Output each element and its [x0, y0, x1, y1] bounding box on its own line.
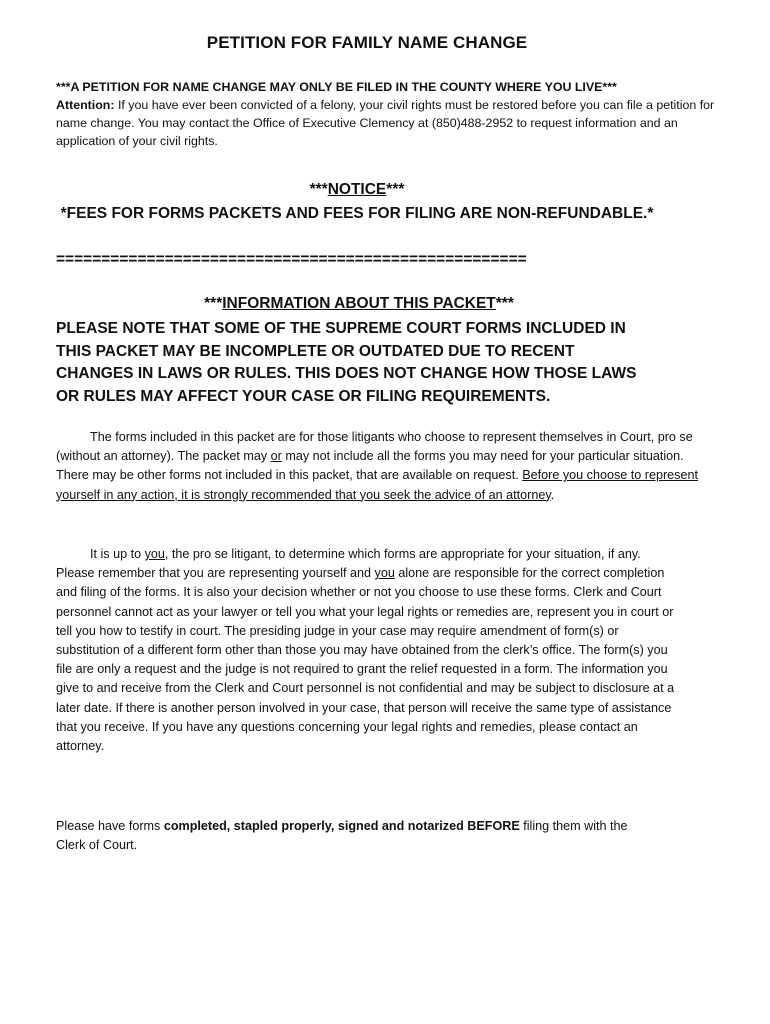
closing-instruction — [56, 817, 656, 855]
closing-text-2: filing them with the Clerk of Court. — [56, 819, 628, 853]
p1-or-word: or — [270, 449, 282, 464]
information-suffix: *** — [495, 295, 514, 312]
notice-word: NOTICE — [327, 181, 387, 198]
attention-paragraph — [56, 96, 716, 150]
p2-text-2: , the pro se litigant, to determine which forms are appropriate for your situation, if any. Please remember that you are representing yourself and — [56, 547, 641, 581]
p1-attorney-advice: Before you choose to represent yourself in any action, it is strongly recommended that you seek the advice of an attorney — [56, 468, 698, 502]
p1-text-end: . — [550, 487, 555, 502]
p2-you-1: you — [144, 547, 165, 561]
section-divider: ==================================================== — [56, 251, 527, 268]
attention-label: Attention: — [56, 98, 115, 112]
paragraph-responsibility — [56, 545, 681, 756]
information-body: PLEASE NOTE THAT SOME OF THE SUPREME COURT FORMS INCLUDED IN THIS PACKET MAY BE INCOMPLETE OR OUTDATED DUE TO RECENT CHANGES IN LAWS OR RULES. THIS DOES NOT CHANGE HOW THOSE LAWS OR RULES MAY AFFECT YOUR CASE OR FILING REQUIREMENTS. — [56, 320, 637, 405]
closing-bold: completed, stapled properly, signed and notarized BEFORE — [163, 819, 520, 833]
closing-text-1: Please have forms — [56, 819, 164, 833]
p1-text-1: The forms included in this packet are for those litigants who choose to represent themselves in Court, pro se (without an attorney). The packet may — [56, 430, 693, 464]
notice-prefix: *** — [309, 181, 328, 198]
information-prefix: *** — [204, 295, 223, 312]
p2-text-1: It is up to — [90, 547, 145, 561]
information-heading — [0, 295, 718, 313]
notice-suffix: *** — [386, 181, 405, 198]
notice-heading — [0, 181, 714, 199]
page-title: PETITION FOR FAMILY NAME CHANGE — [206, 33, 528, 52]
attention-text: If you have ever been convicted of a felony, your civil rights must be restored before you can file a petition for name change. You may contact the Office of Executive Clemency at (850)488-2952 to request information and an application of your civil rights. — [56, 98, 715, 148]
p1-text-2: may not include all the forms you may need for your particular situation. There may be other forms not included in this packet, that are available on request. — [56, 449, 684, 483]
county-warning: ***A PETITION FOR NAME CHANGE MAY ONLY BE FILED IN THE COUNTY WHERE YOU LIVE*** — [56, 80, 617, 94]
fees-notice: *FEES FOR FORMS PACKETS AND FEES FOR FILING ARE NON-REFUNDABLE.* — [60, 205, 654, 222]
paragraph-forms-info — [56, 428, 701, 505]
p2-you-2: you — [374, 566, 395, 581]
information-heading-text: INFORMATION ABOUT THIS PACKET — [222, 295, 496, 312]
p2-text-3: alone are responsible for the correct completion and filing of the forms. It is also your decision whether or not you choose to use these forms. Clerk and Court personnel cannot act as your lawyer or tell you what your legal rights or remedies are, represent you in court or tell you how to testify in court. The presiding judge in your case may require amendment of form(s) or substitution of a different form other than those you may have obtained from the clerk’s office. The form(s) you file are only a request and the judge is not required to grant the relief requested in a form. The information you give to and receive from the Clerk and Court personnel is not confidential and may be subject to disclosure at a later date. If there is another person involved in your case, that person will receive the same type of assistance that you receive. If you have any questions concerning your legal rights and remedies, please contact an attorney. — [56, 566, 675, 754]
